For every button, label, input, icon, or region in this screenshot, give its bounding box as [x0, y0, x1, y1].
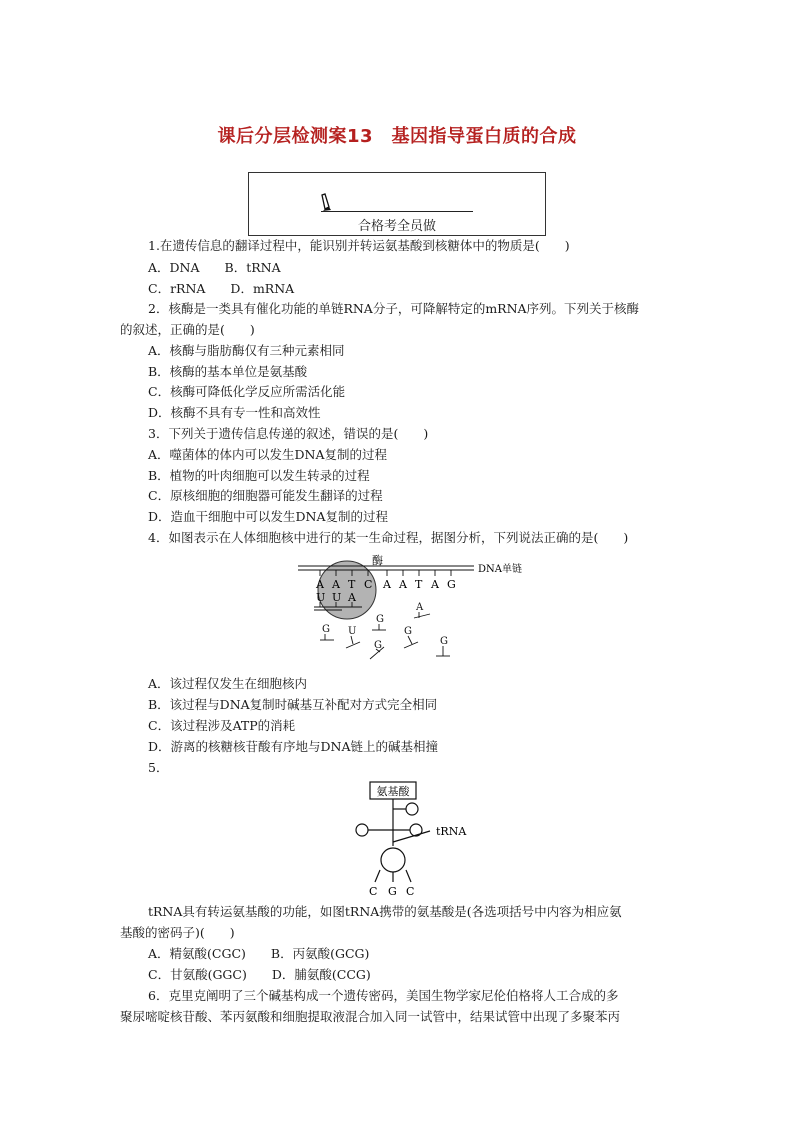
svg-text:G: G [440, 636, 448, 647]
dna-base: A [316, 578, 324, 591]
q1-options-cd: C．rRNA D．mRNA [148, 281, 295, 296]
page-title: 课后分层检测案13 基因指导蛋白质的合成 [217, 126, 577, 147]
q2-option-d: D．核酶不具有专一性和高效性 [148, 405, 321, 420]
q4-option-c: C．该过程涉及ATP的消耗 [148, 718, 296, 733]
trna-label: tRNA [436, 825, 467, 838]
q2-option-c: C．核酶可降低化学反应所需活化能 [148, 384, 346, 399]
q4-option-d: D．游离的核糖核苷酸有序地与DNA链上的碱基相撞 [148, 739, 439, 754]
dna-base: T [415, 578, 423, 591]
dna-base: A [399, 578, 407, 591]
dna-base: C [364, 578, 373, 591]
q3-stem: 3．下列关于遗传信息传递的叙述，错误的是( ) [148, 426, 429, 441]
enzyme-label: 酶 [372, 554, 383, 567]
svg-text:G: G [404, 626, 412, 637]
q5-stem-line2: 基酸的密码子)( ) [120, 925, 235, 940]
svg-text:G: G [374, 640, 382, 651]
dna-base: A [383, 578, 391, 591]
dna-base: A [332, 578, 340, 591]
free-nucleotide [370, 640, 384, 659]
q3-option-d: D．造血干细胞中可以发生DNA复制的过程 [148, 509, 389, 524]
q5-options-cd: C．甘氨酸(GGC) D．脯氨酸(CCG) [148, 967, 371, 982]
q4-option-a: A．该过程仅发生在细胞核内 [148, 676, 308, 691]
anticodon-base: G [388, 885, 397, 898]
trna-figure [340, 778, 480, 900]
rna-base: A [348, 591, 356, 604]
q3-option-c: C．原核细胞的细胞器可能发生翻译的过程 [148, 488, 383, 503]
q1-options-ab: A．DNA B．tRNA [148, 260, 281, 275]
rna-base: U [316, 591, 326, 604]
transcription-figure [290, 552, 550, 668]
dna-base: T [348, 578, 356, 591]
svg-text:U: U [348, 626, 357, 637]
dna-base: G [447, 578, 456, 591]
svg-text:G: G [376, 614, 384, 625]
free-nucleotide [320, 624, 334, 640]
section-rule [321, 211, 473, 212]
dna-strand-label: DNA单链 [478, 564, 522, 575]
q6-stem-line2: 聚尿嘧啶核苷酸、苯丙氨酸和细胞提取液混合加入同一试管中，结果试管中出现了多聚苯丙 [120, 1009, 621, 1024]
q4-option-b: B．该过程与DNA复制时碱基互补配对方式完全相同 [148, 697, 438, 712]
rna-base: U [332, 591, 342, 604]
section-label: 合格考全员做 [357, 219, 436, 234]
q4-stem: 4．如图表示在人体细胞核中进行的某一生命过程，据图分析，下列说法正确的是( ) [148, 530, 629, 545]
q5-number: 5． [148, 760, 169, 775]
amino-acid-label: 氨基酸 [376, 785, 410, 798]
free-nucleotide [414, 602, 430, 618]
q6-stem-line1: 6．克里克阐明了三个碱基构成一个遗传密码，美国生物学家尼伦伯格将人工合成的多 [148, 988, 619, 1003]
q5-stem-line1: tRNA具有转运氨基酸的功能，如图tRNA携带的氨基酸是(各选项括号中内容为相应氨 [148, 904, 622, 919]
dna-base: A [431, 578, 439, 591]
q5-options-ab: A．精氨酸(CGC) B．丙氨酸(GCG) [148, 946, 370, 961]
free-nucleotide [436, 636, 450, 656]
free-nucleotide [372, 614, 386, 630]
q2-option-b: B．核酶的基本单位是氨基酸 [148, 364, 308, 379]
q3-option-a: A．噬菌体的体内可以发生DNA复制的过程 [148, 447, 388, 462]
svg-text:G: G [322, 624, 330, 635]
svg-text:A: A [416, 602, 424, 613]
free-nucleotide [404, 626, 418, 648]
q2-stem-line2: 的叙述，正确的是( ) [120, 322, 255, 337]
q2-option-a: A．核酶与脂肪酶仅有三种元素相同 [148, 343, 345, 358]
q1-stem: 1.在遗传信息的翻译过程中，能识别并转运氨基酸到核糖体中的物质是( ) [148, 238, 570, 253]
q3-option-b: B．植物的叶肉细胞可以发生转录的过程 [148, 468, 370, 483]
free-nucleotide [346, 626, 360, 648]
anticodon-base: C [369, 885, 378, 898]
pen-nib-icon [319, 193, 333, 213]
anticodon-base: C [406, 885, 415, 898]
section-header-box [248, 172, 546, 236]
q2-stem-line1: 2．核酶是一类具有催化功能的单链RNA分子，可降解特定的mRNA序列。下列关于核酶 [148, 301, 640, 316]
